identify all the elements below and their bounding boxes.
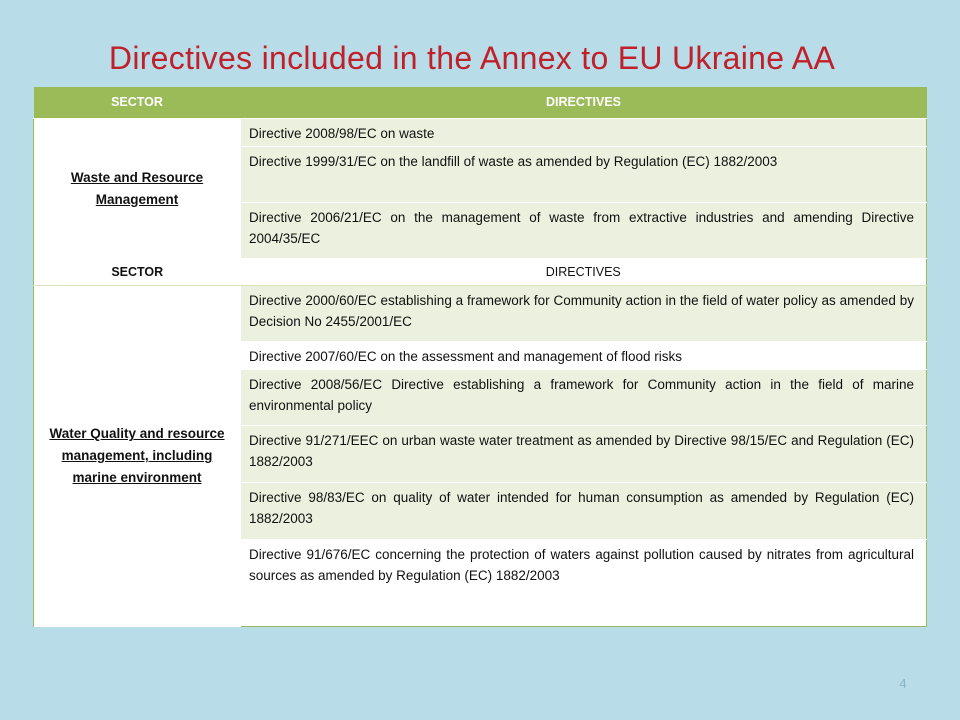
- subheader-sector: SECTOR: [34, 259, 241, 286]
- slide-title: Directives included in the Annex to EU Ukraine AA: [108, 40, 836, 76]
- header-sector: SECTOR: [34, 87, 241, 119]
- table-header-row: [34, 87, 927, 119]
- directive-cell: Directive 2006/21/EC on the management of waste from extractive industries and amending Directive 2004/35/EC: [241, 203, 927, 259]
- table-row: [34, 286, 927, 342]
- directive-cell: Directive 1999/31/EC on the landfill of waste as amended by Regulation (EC) 1882/2003: [241, 147, 927, 203]
- directive-cell: Directive 91/271/EEC on urban waste water treatment as amended by Directive 98/15/EC and Regulation (EC) 1882/2003: [241, 426, 927, 483]
- directive-cell: Directive 2008/98/EC on waste: [241, 119, 927, 147]
- sector-water-quality: Water Quality and resource management, including marine environment: [34, 286, 241, 627]
- header-directives: DIRECTIVES: [241, 87, 927, 119]
- table-row: [34, 119, 927, 147]
- sector-waste-management: Waste and Resource Management: [34, 119, 241, 259]
- subheader-directives: DIRECTIVES: [241, 259, 927, 286]
- directive-cell: Directive 98/83/EC on quality of water intended for human consumption as amended by Regulation (EC) 1882/2003: [241, 483, 927, 540]
- directive-cell: Directive 2000/60/EC establishing a framework for Community action in the field of water policy as amended by Decision No 2455/2001/EC: [241, 286, 927, 342]
- table-subheader-row: [34, 259, 927, 286]
- page-number: 4: [899, 676, 907, 691]
- directive-cell: Directive 2008/56/EC Directive establishing a framework for Community action in the field of marine environmental policy: [241, 370, 927, 426]
- directive-cell: Directive 91/676/EC concerning the protection of waters against pollution caused by nitrates from agricultural sources as amended by Regulation (EC) 1882/2003: [241, 540, 927, 627]
- directive-cell: Directive 2007/60/EC on the assessment and management of flood risks: [241, 342, 927, 370]
- directives-table: [33, 87, 927, 627]
